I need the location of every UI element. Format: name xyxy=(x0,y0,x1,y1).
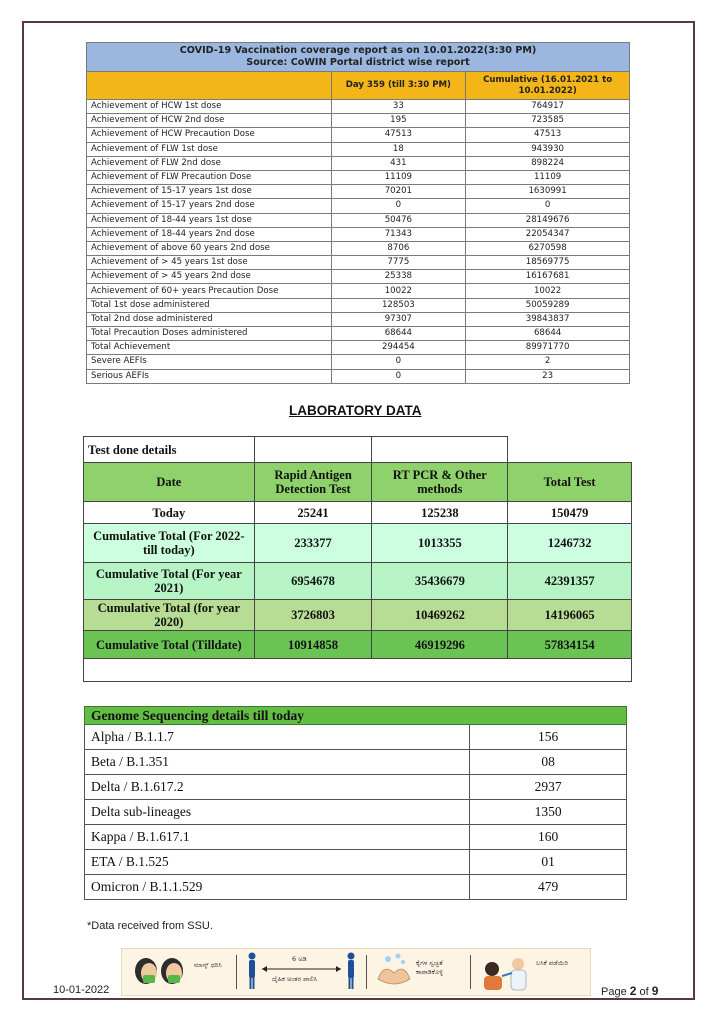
vaccination-day-cell: 431 xyxy=(331,156,466,170)
vaccination-row xyxy=(87,170,630,184)
genome-row xyxy=(85,775,627,800)
footer-page-number: Page 2 of 9 xyxy=(601,984,659,998)
genome-count-cell: 479 xyxy=(470,875,627,900)
handwash-section xyxy=(374,949,469,995)
lab-date-cell: Cumulative Total (For 2022- till today) xyxy=(84,524,255,563)
vaccination-row xyxy=(87,156,630,170)
lab-total-cell: 1246732 xyxy=(508,524,632,563)
vaccine-section xyxy=(476,949,586,995)
vaccination-day-cell: 25338 xyxy=(331,270,466,284)
lab-rtpcr-cell: 46919296 xyxy=(372,631,508,659)
lab-header-rtpcr: RT PCR & Other methods xyxy=(372,463,508,502)
lab-blank-row xyxy=(84,659,632,682)
data-source-note: *Data received from SSU. xyxy=(87,920,213,932)
vaccination-day-cell: 7775 xyxy=(331,256,466,270)
genome-variant-cell: Beta / B.1.351 xyxy=(85,750,470,775)
genome-table xyxy=(84,706,627,900)
laboratory-heading: LABORATORY DATA xyxy=(289,403,422,418)
lab-date-cell: Cumulative Total (Tilldate) xyxy=(84,631,255,659)
vaccination-label-cell: Total Precaution Doses administered xyxy=(87,327,332,341)
vaccination-label-cell: Achievement of FLW 2nd dose xyxy=(87,156,332,170)
vaccination-cumulative-cell: 898224 xyxy=(466,156,630,170)
vaccination-day-cell: 10022 xyxy=(331,284,466,298)
vaccination-icon xyxy=(476,949,534,993)
vaccination-row xyxy=(87,213,630,227)
vaccination-label-cell: Achievement of HCW 1st dose xyxy=(87,100,332,114)
vaccination-cumulative-cell: 1630991 xyxy=(466,185,630,199)
vaccination-cumulative-cell: 11109 xyxy=(466,170,630,184)
mask-text: ಮಾಸ್ಕ್ ಧರಿಸಿ xyxy=(194,961,222,969)
lab-row xyxy=(84,524,632,563)
vaccination-day-cell: 47513 xyxy=(331,128,466,142)
lab-total-cell: 42391357 xyxy=(508,563,632,600)
handwash-text: ಕೈಗಳ ಸ್ವಚ್ಛತೆ ಕಾಪಾಡಿಕೊಳ್ಳಿ xyxy=(416,959,444,976)
col-cumulative-header: Cumulative (16.01.2021 to 10.01.2022) xyxy=(466,72,630,100)
lab-row xyxy=(84,502,632,524)
vaccination-label-cell: Achievement of 18-44 years 2nd dose xyxy=(87,227,332,241)
genome-variant-cell: Omicron / B.1.1.529 xyxy=(85,875,470,900)
vaccination-day-cell: 0 xyxy=(331,199,466,213)
genome-variant-cell: Delta / B.1.617.2 xyxy=(85,775,470,800)
lab-date-cell: Today xyxy=(84,502,255,524)
vaccination-row xyxy=(87,369,630,383)
vaccination-row xyxy=(87,100,630,114)
test-done-row xyxy=(84,437,632,463)
vaccination-day-cell: 71343 xyxy=(331,227,466,241)
vaccination-table xyxy=(86,42,630,384)
mask-section xyxy=(130,949,230,995)
blank-cell xyxy=(254,437,372,463)
lab-rat-cell: 10914858 xyxy=(254,631,372,659)
vaccination-cumulative-cell: 50059289 xyxy=(466,298,630,312)
vaccination-cumulative-cell: 764917 xyxy=(466,100,630,114)
vaccination-day-cell: 0 xyxy=(331,369,466,383)
lab-row xyxy=(84,563,632,600)
lab-date-cell: Cumulative Total (for year 2020) xyxy=(84,600,255,631)
genome-heading: Genome Sequencing details till today xyxy=(85,707,627,725)
vaccination-cumulative-cell: 28149676 xyxy=(466,213,630,227)
vaccination-row xyxy=(87,327,630,341)
laboratory-table xyxy=(83,436,632,682)
vaccination-row xyxy=(87,312,630,326)
banner-divider xyxy=(470,955,471,989)
vaccination-label-cell: Achievement of 18-44 years 1st dose xyxy=(87,213,332,227)
lab-rat-cell: 3726803 xyxy=(254,600,372,631)
vaccination-row xyxy=(87,355,630,369)
handwash-icon xyxy=(374,949,414,993)
genome-variant-cell: Kappa / B.1.617.1 xyxy=(85,825,470,850)
blank-cell xyxy=(372,437,508,463)
lab-header-rat: Rapid Antigen Detection Test xyxy=(254,463,372,502)
vaccination-cumulative-cell: 47513 xyxy=(466,128,630,142)
vaccination-label-cell: Achievement of FLW Precaution Dose xyxy=(87,170,332,184)
vaccination-row xyxy=(87,241,630,255)
lab-rat-cell: 25241 xyxy=(254,502,372,524)
distance-text: ದೈಹಿಕ ಅಂತರ ಪಾಲಿಸಿ xyxy=(272,975,318,983)
lab-rtpcr-cell: 1013355 xyxy=(372,524,508,563)
vaccination-day-cell: 50476 xyxy=(331,213,466,227)
vaccination-label-cell: Achievement of > 45 years 1st dose xyxy=(87,256,332,270)
vaccination-cumulative-cell: 0 xyxy=(466,199,630,213)
vaccination-cumulative-cell: 39843837 xyxy=(466,312,630,326)
vaccination-row xyxy=(87,284,630,298)
genome-row xyxy=(85,850,627,875)
vaccination-label-cell: Achievement of HCW 2nd dose xyxy=(87,114,332,128)
lab-rat-cell: 233377 xyxy=(254,524,372,563)
col-day-header: Day 359 (till 3:30 PM) xyxy=(331,72,466,100)
vaccination-row xyxy=(87,199,630,213)
vaccination-day-cell: 11109 xyxy=(331,170,466,184)
vaccination-label-cell: Achievement of > 45 years 2nd dose xyxy=(87,270,332,284)
vaccination-day-cell: 8706 xyxy=(331,241,466,255)
vaccination-cumulative-cell: 23 xyxy=(466,369,630,383)
vaccination-label-cell: Total 1st dose administered xyxy=(87,298,332,312)
vaccination-cumulative-cell: 943930 xyxy=(466,142,630,156)
vaccination-title-row xyxy=(87,43,630,72)
lab-header-date: Date xyxy=(84,463,255,502)
blank-header-cell xyxy=(87,72,332,100)
vaccination-day-cell: 70201 xyxy=(331,185,466,199)
genome-variant-cell: ETA / B.1.525 xyxy=(85,850,470,875)
lab-date-cell: Cumulative Total (For year 2021) xyxy=(84,563,255,600)
genome-count-cell: 1350 xyxy=(470,800,627,825)
lab-total-cell: 14196065 xyxy=(508,600,632,631)
lab-row xyxy=(84,631,632,659)
blank-cell xyxy=(508,437,632,463)
vaccination-row xyxy=(87,256,630,270)
blank-cell xyxy=(84,659,632,682)
genome-header-row xyxy=(85,707,627,725)
genome-count-cell: 01 xyxy=(470,850,627,875)
vaccination-label-cell: Achievement of FLW 1st dose xyxy=(87,142,332,156)
lab-rat-cell: 6954678 xyxy=(254,563,372,600)
vaccination-day-cell: 128503 xyxy=(331,298,466,312)
masked-faces-icon xyxy=(130,949,190,993)
genome-row xyxy=(85,800,627,825)
vaccination-day-cell: 33 xyxy=(331,100,466,114)
banner-divider xyxy=(236,955,237,989)
vaccination-cumulative-cell: 22054347 xyxy=(466,227,630,241)
genome-row xyxy=(85,825,627,850)
vaccination-day-cell: 97307 xyxy=(331,312,466,326)
vaccination-row xyxy=(87,128,630,142)
vaccination-label-cell: Total 2nd dose administered xyxy=(87,312,332,326)
vaccination-day-cell: 18 xyxy=(331,142,466,156)
vaccination-label-cell: Achievement of 15-17 years 2nd dose xyxy=(87,199,332,213)
lab-rtpcr-cell: 35436679 xyxy=(372,563,508,600)
vaccination-label-cell: Achievement of 60+ years Precaution Dose xyxy=(87,284,332,298)
lab-total-cell: 57834154 xyxy=(508,631,632,659)
distance-section xyxy=(244,949,359,995)
vaccination-cumulative-cell: 89971770 xyxy=(466,341,630,355)
genome-variant-cell: Alpha / B.1.1.7 xyxy=(85,725,470,750)
vaccination-row xyxy=(87,142,630,156)
footer-date: 10-01-2022 xyxy=(53,984,110,996)
lab-row xyxy=(84,600,632,631)
lab-header-total: Total Test xyxy=(508,463,632,502)
vaccination-day-cell: 195 xyxy=(331,114,466,128)
vaccination-label-cell: Severe AEFIs xyxy=(87,355,332,369)
vaccination-label-cell: Total Achievement xyxy=(87,341,332,355)
vaccination-cumulative-cell: 2 xyxy=(466,355,630,369)
vaccination-row xyxy=(87,114,630,128)
vaccination-row xyxy=(87,185,630,199)
vaccination-cumulative-cell: 16167681 xyxy=(466,270,630,284)
laboratory-header-row xyxy=(84,463,632,502)
vaccination-cumulative-cell: 68644 xyxy=(466,327,630,341)
vaccination-row xyxy=(87,298,630,312)
vaccination-title: COVID-19 Vaccination coverage report as on 10.01.2022(3:30 PM) Source: CoWIN Portal district wise report xyxy=(87,43,630,72)
genome-row xyxy=(85,875,627,900)
vaccination-row xyxy=(87,227,630,241)
test-done-label: Test done details xyxy=(84,437,255,463)
genome-count-cell: 160 xyxy=(470,825,627,850)
vaccination-cumulative-cell: 6270598 xyxy=(466,241,630,255)
lab-total-cell: 150479 xyxy=(508,502,632,524)
vaccination-cumulative-cell: 18569775 xyxy=(466,256,630,270)
distance-label: 6 ಅಡಿ xyxy=(292,955,307,963)
vaccination-label-cell: Achievement of 15-17 years 1st dose xyxy=(87,185,332,199)
health-guidance-banner xyxy=(121,948,591,996)
vaccination-day-cell: 294454 xyxy=(331,341,466,355)
vaccination-row xyxy=(87,341,630,355)
genome-count-cell: 2937 xyxy=(470,775,627,800)
genome-variant-cell: Delta sub-lineages xyxy=(85,800,470,825)
vaccination-cumulative-cell: 723585 xyxy=(466,114,630,128)
genome-row xyxy=(85,725,627,750)
lab-rtpcr-cell: 125238 xyxy=(372,502,508,524)
genome-count-cell: 156 xyxy=(470,725,627,750)
banner-divider xyxy=(366,955,367,989)
vaccination-header-row xyxy=(87,72,630,100)
lab-rtpcr-cell: 10469262 xyxy=(372,600,508,631)
vaccination-cumulative-cell: 10022 xyxy=(466,284,630,298)
vaccination-label-cell: Serious AEFIs xyxy=(87,369,332,383)
vaccination-day-cell: 68644 xyxy=(331,327,466,341)
vaccine-text: ಲಸಿಕೆ ಪಡೆಯಿರಿ xyxy=(536,959,568,967)
vaccination-day-cell: 0 xyxy=(331,355,466,369)
vaccination-row xyxy=(87,270,630,284)
vaccination-label-cell: Achievement of above 60 years 2nd dose xyxy=(87,241,332,255)
genome-count-cell: 08 xyxy=(470,750,627,775)
genome-row xyxy=(85,750,627,775)
vaccination-label-cell: Achievement of HCW Precaution Dose xyxy=(87,128,332,142)
